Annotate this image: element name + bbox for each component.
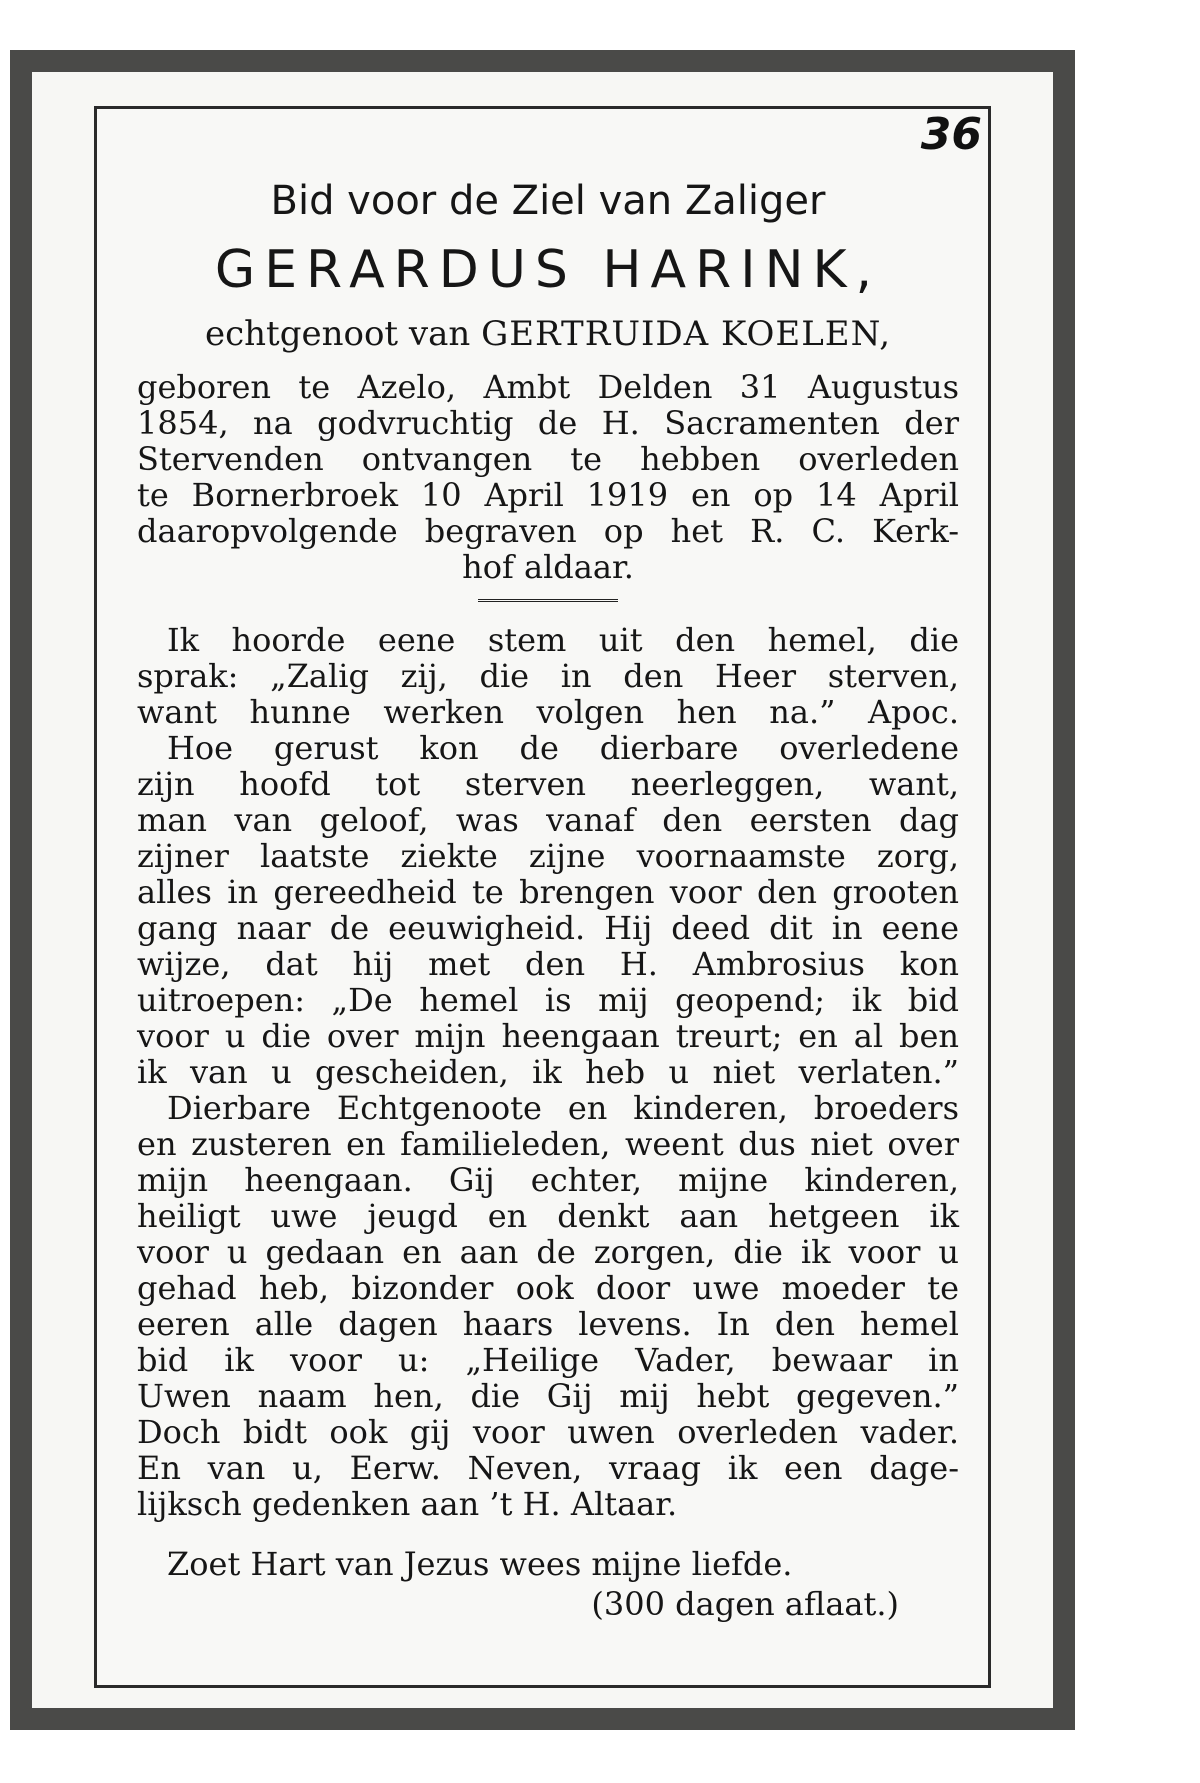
body-line: gehad heb, bizonder ook door uwe moeder te [137,1269,959,1307]
birth-line: Stervenden ontvangen te hebben overleden [137,440,959,478]
birth-line: hof aldaar. [462,548,634,586]
section-divider [478,599,618,606]
indulgence-line: (300 dagen aflaat.) [591,1585,899,1623]
body-line: wijze, dat hij met den H. Ambrosius kon [137,945,959,983]
body-line: mijn heengaan. Gij echter, mijne kinderen, [137,1161,959,1199]
body-line: want hunne werken volgen hen na.” Apoc. [137,693,959,731]
closing-prayer [137,1544,959,1624]
card-heading: Bid voor de Ziel van Zaliger [270,178,826,224]
body-line: zijner laatste ziekte zijne voornaamste zorg, [137,837,959,875]
body-line: bid ik voor u: „Heilige Vader, bewaar in [137,1341,959,1379]
body-line: en zusteren en familieleden, weent dus niet over [137,1125,959,1163]
body-line: Doch bidt ook gij voor uwen overleden vader. [137,1413,959,1451]
body-line: eeren alle dagen haars levens. In den hemel [137,1305,959,1343]
birth-line: daaropvolgende begraven op het R. C. Kerk- [137,512,959,550]
card-content [137,151,959,1624]
body-line: zijn hoofd tot sterven neerleggen, want, [137,765,959,803]
body-line: Dierbare Echtgenoote en kinderen, broeders [167,1089,959,1127]
closing-line: Zoet Hart van Jezus wees mijne liefde. [167,1545,793,1583]
body-line: Ik hoorde eene stem uit den hemel, die [167,621,959,659]
body-line: Hoe gerust kon de dierbare overledene [167,729,959,767]
body-line: voor u gedaan en aan de zorgen, die ik voor u [137,1233,959,1271]
page-number: 36 [920,109,982,160]
body-line: ik van u gescheiden, ik heb u niet verlaten.” [137,1053,959,1091]
body-line: Uwen naam hen, die Gij mij hebt gegeven.” [137,1377,959,1415]
card-inner-frame [94,106,991,1688]
body-line: sprak: „Zalig zij, die in den Heer sterven, [137,657,959,695]
birth-line: 1854, na godvruchtig de H. Sacramenten der [137,404,959,442]
body-line: En van u, Eerw. Neven, vraag ik een dage- [137,1449,959,1487]
deceased-name: GERARDUS HARINK, [214,240,882,300]
spouse-prefix: echtgenoot van [204,314,471,354]
body-line: man van geloof, was vanaf den eersten dag [137,801,959,839]
birth-death-paragraph [137,369,959,585]
body-line: heiligt uwe jeugd en denkt aan hetgeen ik [137,1197,959,1235]
body-line: voor u die over mijn heengaan treurt; en al ben [137,1017,959,1055]
body-line: lijksch gedenken aan ’t H. Altaar. [137,1485,678,1523]
body-line: gang naar de eeuwigheid. Hij deed dit in eene [137,909,959,947]
body-line: alles in gereedheid te brengen voor den grooten [137,873,959,911]
spouse-line [137,309,959,359]
birth-line: te Bornerbroek 10 April 1919 en op 14 April [137,476,959,514]
body-text [137,622,959,1522]
body-line: uitroepen: „De hemel is mij geopend; ik bid [137,981,959,1019]
birth-line: geboren te Azelo, Ambt Delden 31 Augustus [137,368,959,406]
memorial-card [10,50,1075,1730]
spouse-name: GERTRUIDA KOELEN, [481,314,892,354]
